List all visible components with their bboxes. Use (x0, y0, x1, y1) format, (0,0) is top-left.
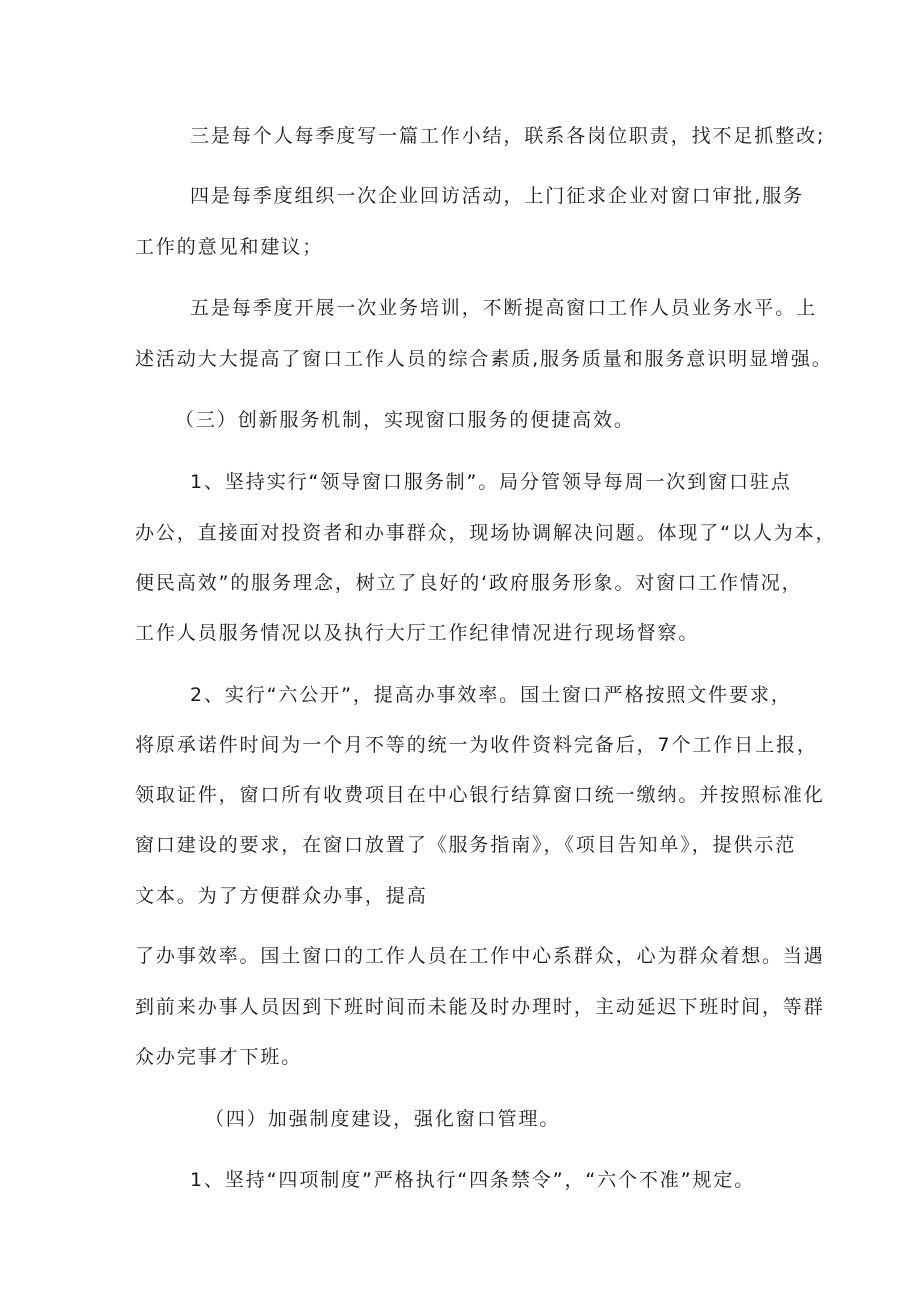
text-line: 办公，直接面对投资者和办事群众，现场协调解决问题。体现了“以人为本， (135, 522, 837, 544)
text-line: 2、实行“六公开”，提高办事效率。国土窗口严格按照文件要求， (190, 684, 792, 706)
text-line: 到前来办事人员因到下班时间而未能及时办理时，主动延迟下班时间，等群 (135, 996, 825, 1018)
text-line: 众办完事才下班。 (135, 1046, 303, 1068)
text-line: 述活动大大提高了窗口工作人员的综合素质,服务质量和服务意识明显增强。 (135, 348, 833, 370)
text-line: 三是每个人每季度写一篇工作小结，联系各岗位职责，找不足抓整改; (190, 125, 826, 147)
text-line: 将原承诺件时间为一个月不等的统一为收件资料完备后，7个工作日上报， (135, 734, 818, 756)
text-line: 五是每季度开展一次业务培训，不断提高窗口工作人员业务水平。上 (190, 297, 818, 319)
text-line: 工作的意见和建议； (135, 236, 324, 258)
text-line: 窗口建设的要求，在窗口放置了《服务指南》，《项目告知单》，提供示范 (135, 834, 797, 856)
section-heading: （三）创新服务机制，实现窗口服务的便捷高效。 (175, 409, 635, 431)
text-line: 四是每季度组织一次企业回访活动，上门征求企业对窗口审批,服务 (190, 185, 805, 207)
text-line: 便民高效”的服务理念，树立了良好的‘政府服务形象。对窗口工作情况， (135, 572, 803, 594)
text-line: 领取证件，窗口所有收费项目在中心银行结算窗口统一缴纳。并按照标准化 (135, 784, 825, 806)
text-line: 1、坚持“四项制度”严格执行“四条禁令”，“六个不准”规定。 (190, 1169, 756, 1191)
text-line: 了办事效率。国土窗口的工作人员在工作中心系群众，心为群众着想。当遇 (135, 945, 825, 967)
text-line: 文本。为了方便群众办事，提高 (135, 885, 428, 907)
text-line: 1、坚持实行“领导窗口服务制”。局分管领导每周一次到窗口驻点 (190, 471, 792, 493)
text-line: 工作人员服务情况以及执行大厅工作纪律情况进行现场督察。 (135, 622, 700, 644)
section-heading: （四）加强制度建设，强化窗口管理。 (205, 1108, 561, 1130)
